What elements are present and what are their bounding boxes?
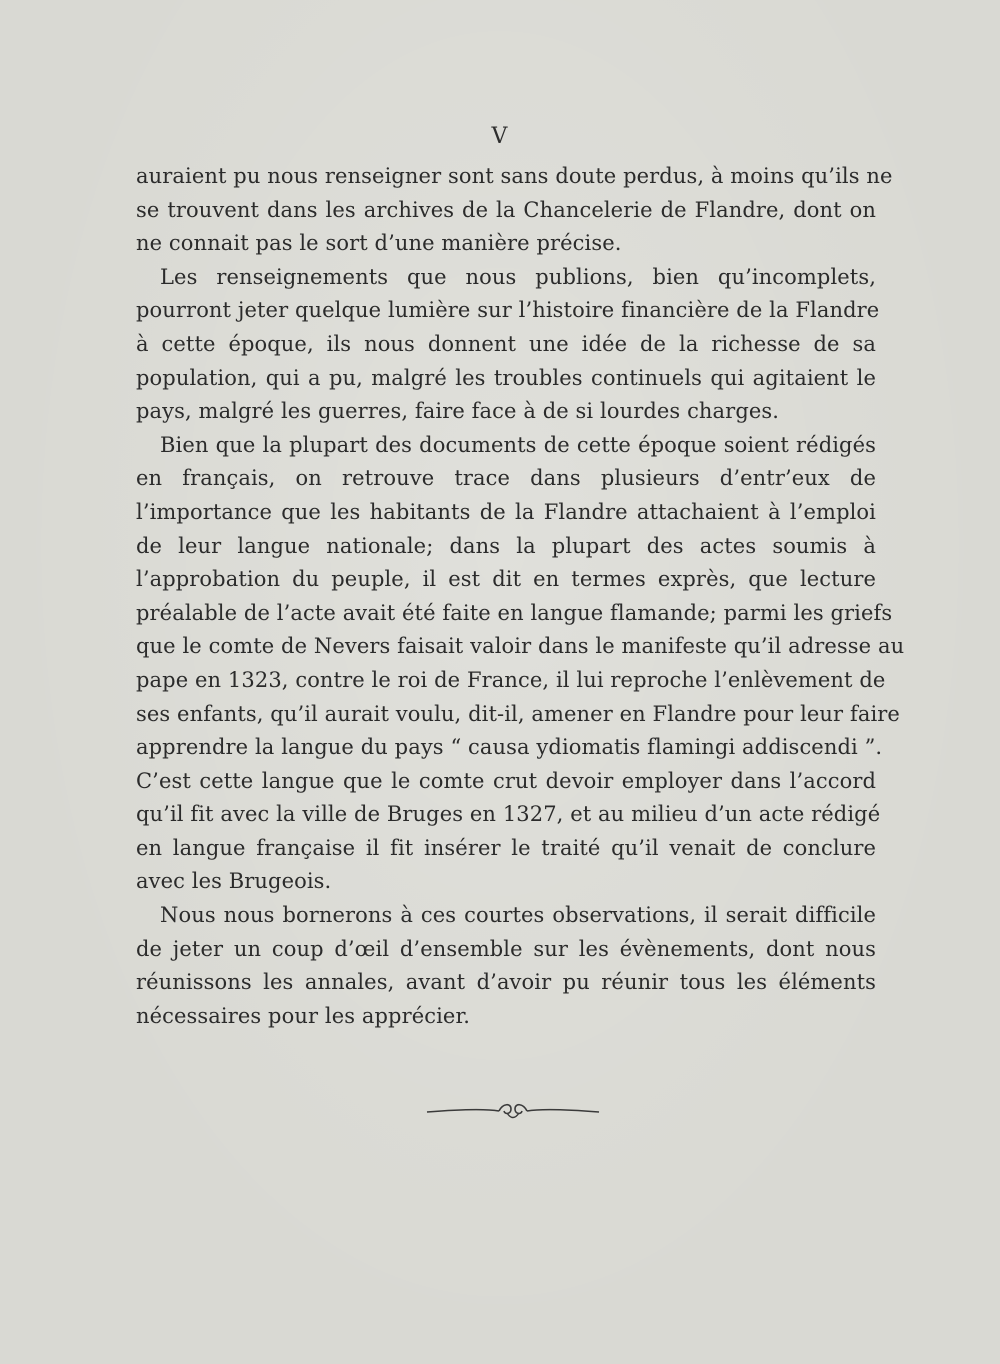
text-line: ne connait pas le sort d’une manière précise.	[136, 231, 622, 256]
text-line: réunissons les annales, avant d’avoir pu réunir tous les éléments	[136, 970, 876, 995]
text-line: que le comte de Nevers faisait valoir dans le manifeste qu’il adresse au	[136, 634, 905, 659]
text-line: Bien que la plupart des documents de cette époque soient rédigés	[160, 432, 876, 457]
text-line: l’approbation du peuple, il est dit en termes exprès, que lecture	[136, 567, 876, 592]
text-line: de jeter un coup d’œil d’ensemble sur les évènements, dont nous	[136, 936, 876, 961]
text-line: apprendre la langue du pays “ causa ydiomatis flamingi addiscendi ”.	[136, 735, 883, 760]
paragraph-2	[136, 261, 880, 429]
text-line: population, qui a pu, malgré les troubles continuels qui agitaient le	[136, 365, 876, 390]
paragraph-4	[136, 899, 876, 1033]
text-line: Les renseignements que nous publions, bien qu’incomplets,	[160, 264, 876, 289]
text-line: auraient pu nous renseigner sont sans doute perdus, à moins qu’ils ne	[136, 164, 893, 188]
text-line: ses enfants, qu’il aurait voulu, dit-il, amener en Flandre pour leur faire	[136, 701, 900, 726]
paragraph-3	[136, 429, 905, 899]
text-line: nécessaires pour les apprécier.	[136, 1003, 471, 1028]
ornament-flourish-icon	[425, 1097, 601, 1125]
text-line: Nous nous bornerons à ces courtes observations, il serait difficile	[160, 903, 876, 928]
text-line: avec les Brugeois.	[136, 869, 332, 894]
paragraph-1	[136, 160, 893, 261]
text-line: à cette époque, ils nous donnent une idée de la richesse de sa	[136, 331, 876, 356]
text-line: C’est cette langue que le comte crut devoir employer dans l’accord	[136, 768, 876, 793]
text-line: pape en 1323, contre le roi de France, il lui reproche l’enlèvement de	[136, 667, 886, 692]
page-number: V	[491, 124, 509, 149]
text-line: préalable de l’acte avait été faite en langue flamande; parmi les griefs	[136, 600, 893, 625]
text-line: en français, on retrouve trace dans plusieurs d’entr’eux de	[136, 466, 876, 491]
text-line: pays, malgré les guerres, faire face à de si lourdes charges.	[136, 399, 780, 424]
text-line: se trouvent dans les archives de la Chancelerie de Flandre, dont on	[136, 197, 876, 222]
body-text	[136, 160, 905, 1033]
text-line: pourront jeter quelque lumière sur l’histoire financière de la Flandre	[136, 298, 880, 323]
text-line: qu’il fit avec la ville de Bruges en 1327, et au milieu d’un acte rédigé	[136, 802, 881, 827]
text-line: en langue française il fit insérer le traité qu’il venait de conclure	[136, 835, 876, 860]
text-line: l’importance que les habitants de la Flandre attachaient à l’emploi	[136, 499, 876, 524]
text-line: de leur langue nationale; dans la plupart des actes soumis à	[136, 533, 876, 558]
